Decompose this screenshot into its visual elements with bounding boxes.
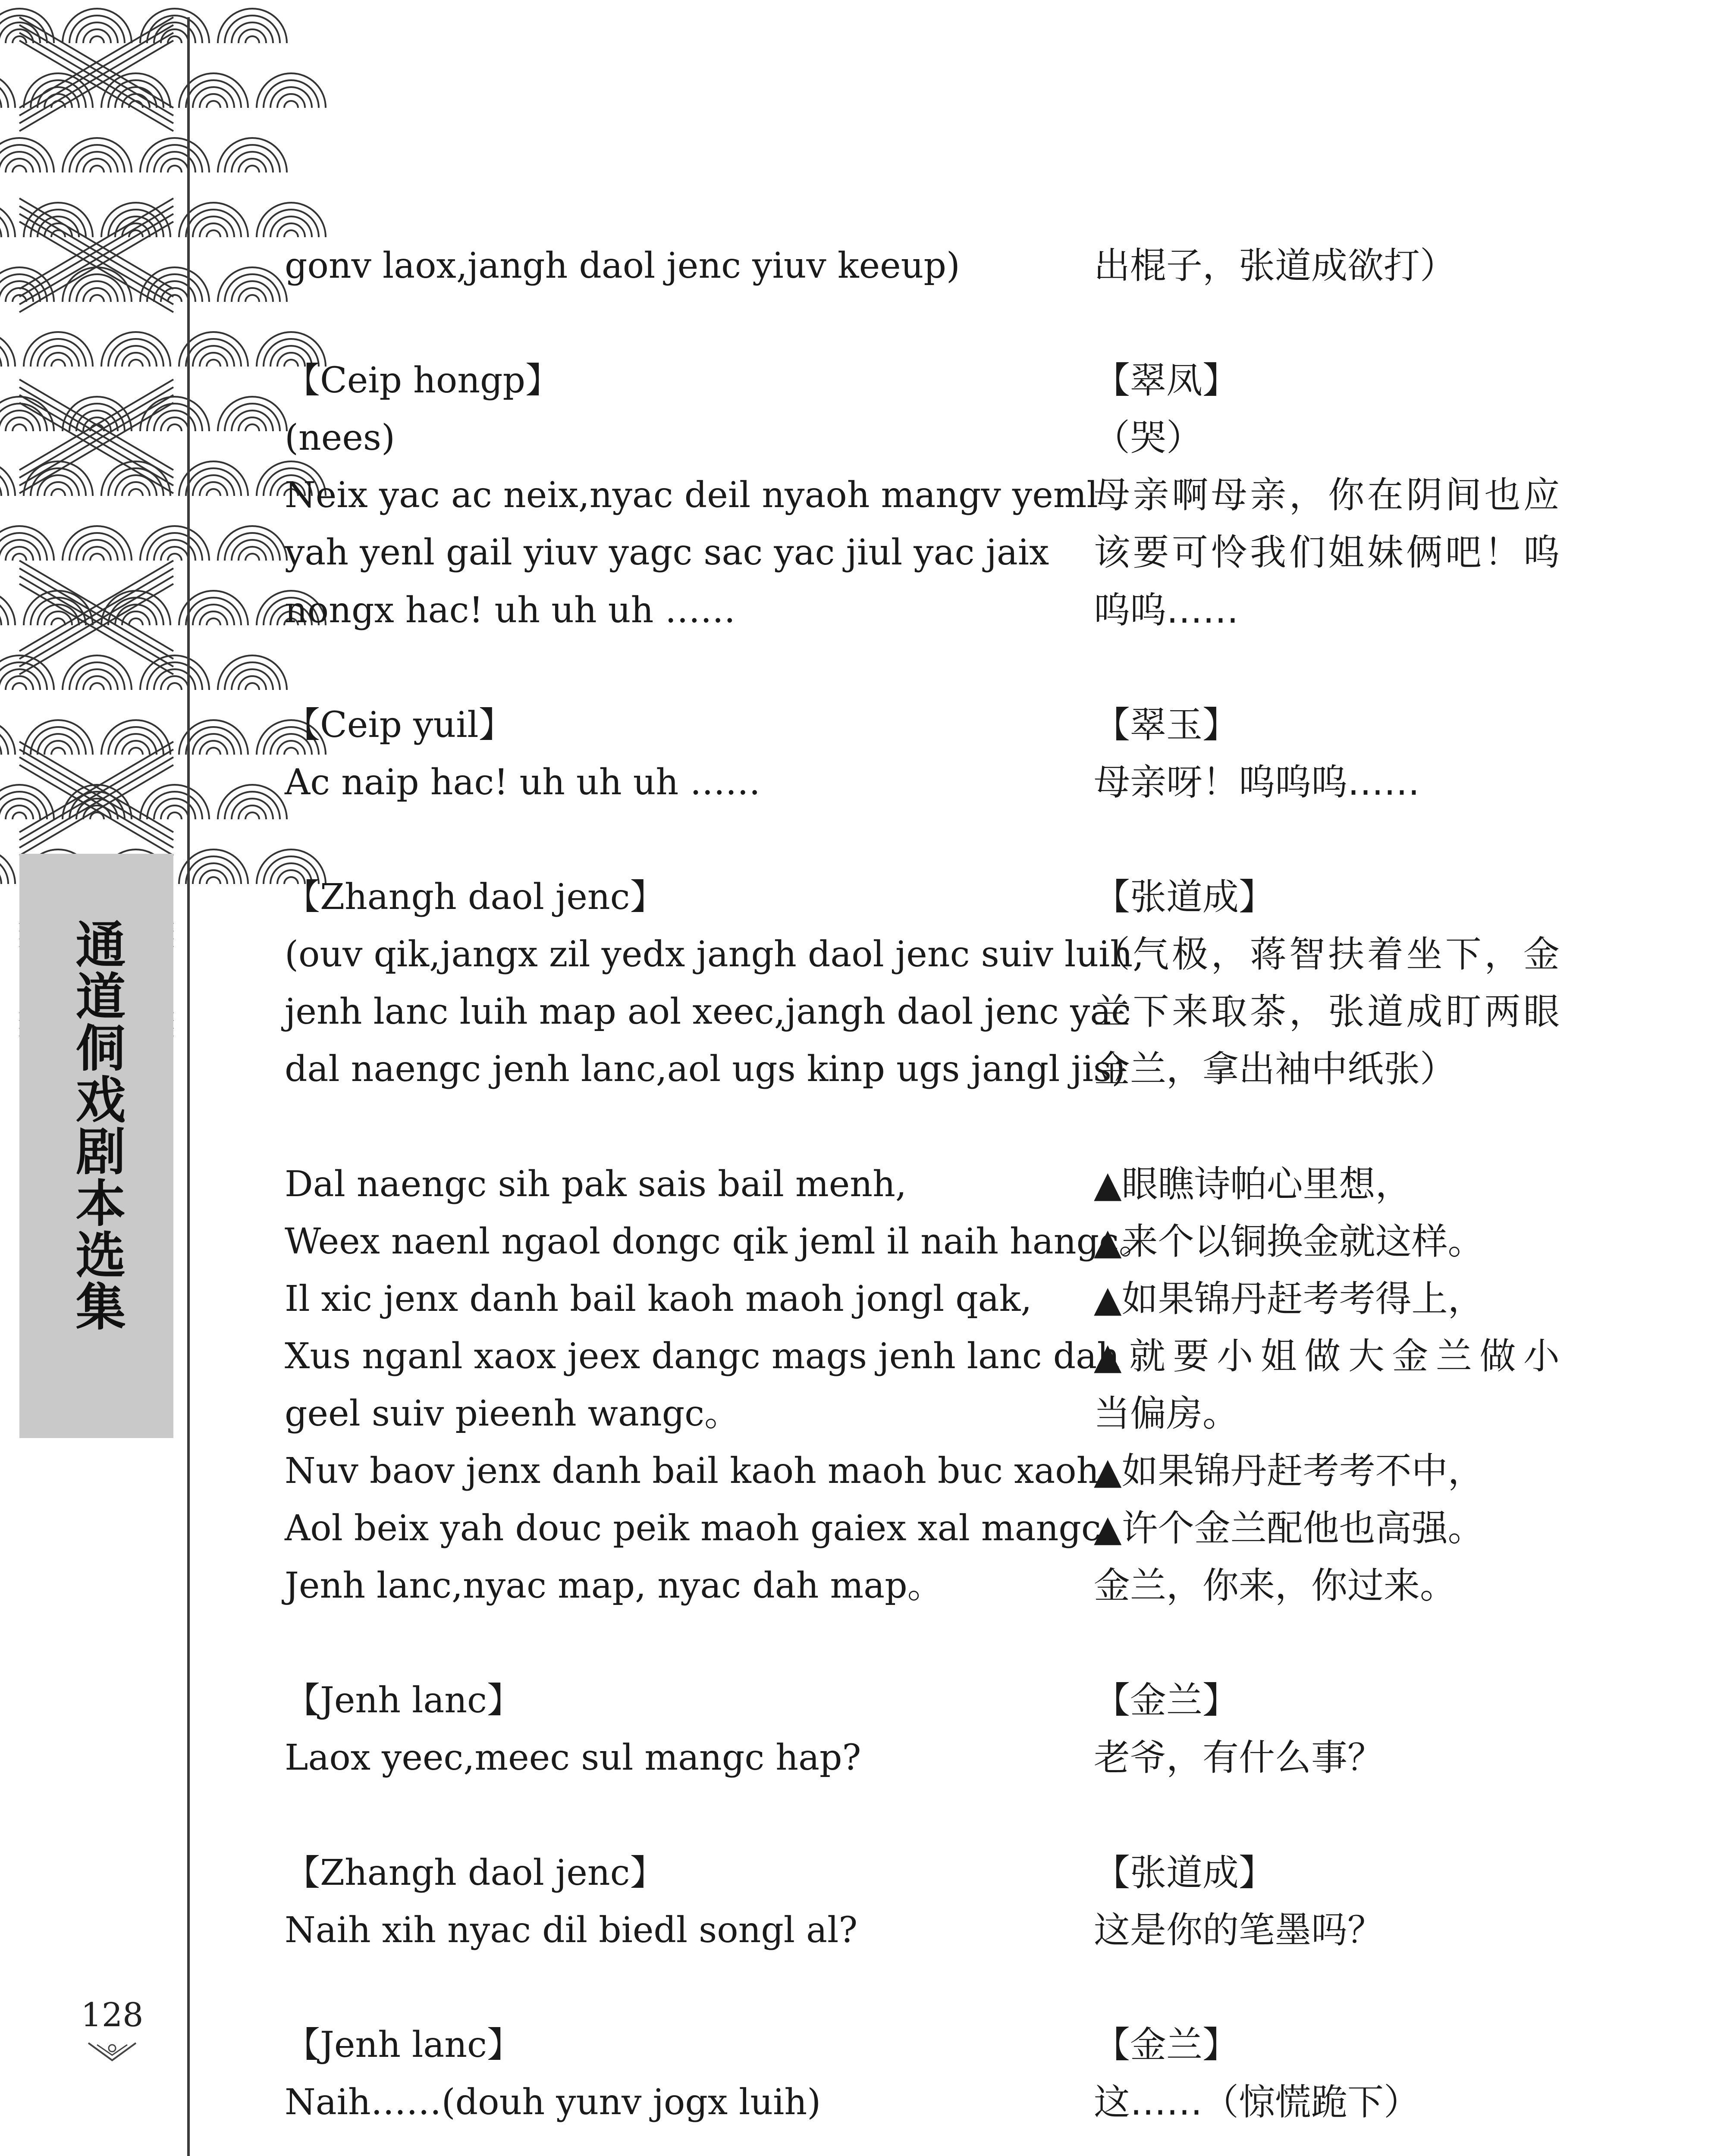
dong-line: [285, 1787, 1035, 1844]
chinese-line: [1094, 639, 1560, 696]
chinese-line: [1094, 1614, 1560, 1672]
series-title: 通道侗戏剧本选集: [67, 918, 126, 1332]
dong-line: gonv laox,jangh daol jenc yiuv keeup): [285, 245, 960, 286]
sidebar: [19, 17, 173, 1423]
chinese-line: 呜呜……: [1094, 589, 1239, 631]
chinese-text-column: [1094, 237, 1560, 2131]
dong-line: Xus nganl xaox jeex dangc mags jenh lanc dah: [285, 1335, 1120, 1377]
chinese-line: 母亲呀！呜呜呜……: [1094, 761, 1420, 803]
dong-line: Jenh lanc,nyac map, nyac dah map。: [285, 1565, 943, 1607]
chinese-line: 该要可怜我们姐妹俩吧！呜: [1094, 531, 1560, 574]
dong-line: 【Jenh lanc】: [285, 2024, 522, 2065]
dong-line: 【Ceip hongp】: [285, 360, 561, 401]
chinese-line: ▲如果锦丹赶考考得上，: [1094, 1277, 1484, 1320]
chinese-line: 【金兰】: [1094, 1679, 1239, 1722]
dong-line: Naih xih nyac dil biedl songl al?: [285, 1909, 858, 1951]
chinese-line: 【金兰】: [1094, 2023, 1239, 2066]
dong-line: [285, 1959, 1035, 2016]
dong-line: [285, 295, 1035, 352]
dong-text-column: [285, 237, 1155, 2131]
dong-line: dal naengc jenh lanc,aol ugs kinp ugs jangl jis): [285, 1049, 1126, 1090]
chinese-line: 这……（惊慌跪下）: [1094, 2081, 1420, 2123]
dong-line: Il xic jenx danh bail kaoh maoh jongl qak,: [285, 1278, 1032, 1319]
chinese-line: ▲就要小姐做大金兰做小: [1094, 1335, 1560, 1377]
dong-line: (nees): [285, 417, 395, 459]
dong-line: Weex naenl ngaol dongc qik jeml il naih hangc。: [285, 1221, 1155, 1262]
chinese-line: 【张道成】: [1094, 1851, 1275, 1894]
chinese-line: 【翠凤】: [1094, 359, 1239, 402]
dong-line: Laox yeec,meec sul mangc hap?: [285, 1737, 861, 1779]
dong-line: geel suiv pieenh wangc。: [285, 1393, 740, 1434]
dong-line: 【Jenh lanc】: [285, 1680, 522, 1721]
dong-line: Neix yac ac neix,nyac deil nyaoh mangv yeml: [285, 475, 1098, 516]
chinese-line: 出棍子，张道成欲打）: [1094, 244, 1457, 287]
page-number: 128: [81, 1996, 144, 2034]
chinese-line: ▲许个金兰配他也高强。: [1094, 1507, 1484, 1550]
chinese-line: 【张道成】: [1094, 876, 1275, 918]
dong-line: [285, 639, 1035, 696]
dong-line: [285, 1614, 1035, 1672]
page-divider-rule: [187, 17, 190, 2156]
chinese-line: ▲如果锦丹赶考考不中，: [1094, 1449, 1484, 1492]
chinese-line: [1094, 1959, 1560, 2016]
chinese-line: 母亲啊母亲，你在阴间也应: [1094, 474, 1560, 517]
chinese-line: [1094, 1787, 1560, 1844]
ornament-icon: [86, 2039, 138, 2065]
chinese-line: [1094, 1098, 1560, 1155]
dong-line: Nuv baov jenx danh bail kaoh maoh buc xaoh,: [285, 1450, 1111, 1492]
dong-line: 【Zhangh daol jenc】: [285, 877, 666, 918]
dong-line: Aol beix yah douc peik maoh gaiex xal mangc。: [285, 1508, 1136, 1549]
chinese-line: 兰下来取茶，张道成盯两眼: [1094, 990, 1560, 1033]
cloud-wave-pattern-icon: [19, 17, 173, 832]
chinese-line: [1094, 295, 1560, 352]
dong-line: [285, 1098, 1035, 1155]
chinese-line: 金兰，拿出袖中纸张）: [1094, 1048, 1457, 1091]
chinese-line: 当偏房。: [1094, 1392, 1239, 1435]
dong-line: Dal naengc sih pak sais bail menh,: [285, 1163, 907, 1205]
dong-line: (ouv qik,jangx zil yedx jangh daol jenc suiv luih,: [285, 934, 1144, 975]
dong-line: Ac naip hac! uh uh uh ……: [285, 761, 761, 803]
chinese-line: （哭）: [1094, 417, 1203, 459]
chinese-line: ▲眼瞧诗帕心里想，: [1094, 1163, 1412, 1205]
dong-line: nongx hac! uh uh uh ……: [285, 589, 736, 631]
dong-line: jenh lanc luih map aol xeec,jangh daol jenc yac: [285, 991, 1131, 1033]
chinese-line: 老爷，有什么事？: [1094, 1736, 1384, 1779]
dong-line: 【Zhangh daol jenc】: [285, 1852, 666, 1893]
chinese-line: 【翠玉】: [1094, 703, 1239, 746]
chinese-line: （气极，蒋智扶着坐下，金: [1094, 933, 1560, 976]
chinese-line: [1094, 811, 1560, 868]
chinese-line: 金兰，你来，你过来。: [1094, 1564, 1457, 1607]
dong-line: 【Ceip yuil】: [285, 704, 514, 746]
dong-line: [285, 811, 1035, 868]
dong-line: Naih……(douh yunv jogx luih): [285, 2082, 821, 2123]
chinese-line: ▲来个以铜换金就这样。: [1094, 1220, 1484, 1263]
chinese-line: 这是你的笔墨吗？: [1094, 1908, 1384, 1951]
dong-line: yah yenl gail yiuv yagc sac yac jiul yac jaix: [285, 532, 1049, 573]
